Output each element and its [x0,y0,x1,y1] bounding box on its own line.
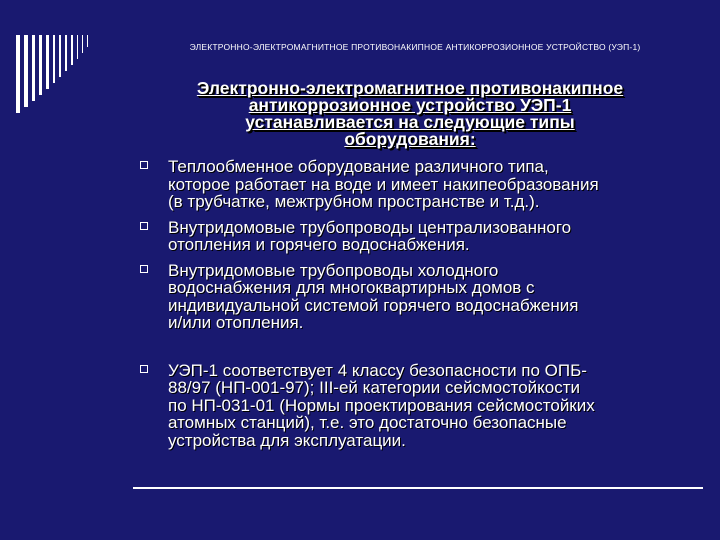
bullet-line: Внутридомовые трубопроводы холодного [168,260,499,280]
square-bullet-icon [140,365,148,373]
bottom-divider [133,487,703,489]
decor-bar [39,35,42,95]
bullet-line: которое работает на воде и имеет накипеобразования [168,174,599,194]
decor-bar [16,35,20,113]
bullet-line: устройства для эксплуатации. [168,430,406,450]
decor-bar [32,35,35,101]
decorative-bars [16,35,88,113]
bullet-item [140,158,690,211]
bullet-line: Теплообменное оборудование различного типа, [168,157,549,176]
slide-title-line: Электронно-электромагнитное противонакипное [196,78,624,98]
slide-title [150,80,670,148]
slide-title-line: оборудования: [344,129,476,149]
bullet-line: водоснабжения для многоквартирных домов с [168,278,535,297]
bullet-line: отопления и горячего водоснабжения. [168,235,470,254]
square-bullet-icon [140,222,148,230]
bullet-line: 88/97 (НП-001-97); III-ей категории сейсмостойкости [168,378,581,397]
decor-bar [24,35,28,107]
decor-bar [46,35,49,89]
bullet-line: УЭП-1 соответствует 4 классу безопасности по ОПБ- [168,360,587,380]
bullet-item [140,262,690,332]
bullet-list [140,158,690,449]
decor-bar [82,35,83,53]
slide-title-line: антикоррозионное устройство УЭП-1 [248,95,572,115]
decor-bar [71,35,73,65]
bullet-line: Внутридомовые трубопроводы централизованного [168,217,572,237]
bullet-line: индивидуальной системой горячего водоснабжения [168,295,579,315]
decor-bar [59,35,61,77]
bullet-item [140,219,690,254]
square-bullet-icon [140,161,148,169]
slide-title-line: устанавливается на следующие типы [245,112,575,132]
bullet-line: (в трубчатке, межтрубном пространстве и т.д.). [168,192,540,211]
bullet-line: атомных станций), т.е. это достаточно безопасные [168,413,567,432]
decor-bar [87,35,88,47]
bullet-item [140,362,690,450]
square-bullet-icon [140,265,148,273]
header-title: ЭЛЕКТРОННО-ЭЛЕКТРОМАГНИТНОЕ ПРОТИВОНАКИПНОЕ АНТИКОРРОЗИОННОЕ УСТРОЙСТВО (УЭП-1) [189,42,641,52]
decor-bar [65,35,67,71]
decor-bar [53,35,55,83]
bullet-line: и/или отопления. [168,313,304,332]
decor-bar [77,35,78,59]
bullet-line: по НП-031-01 (Нормы проектирования сейсмостойких [168,395,595,415]
